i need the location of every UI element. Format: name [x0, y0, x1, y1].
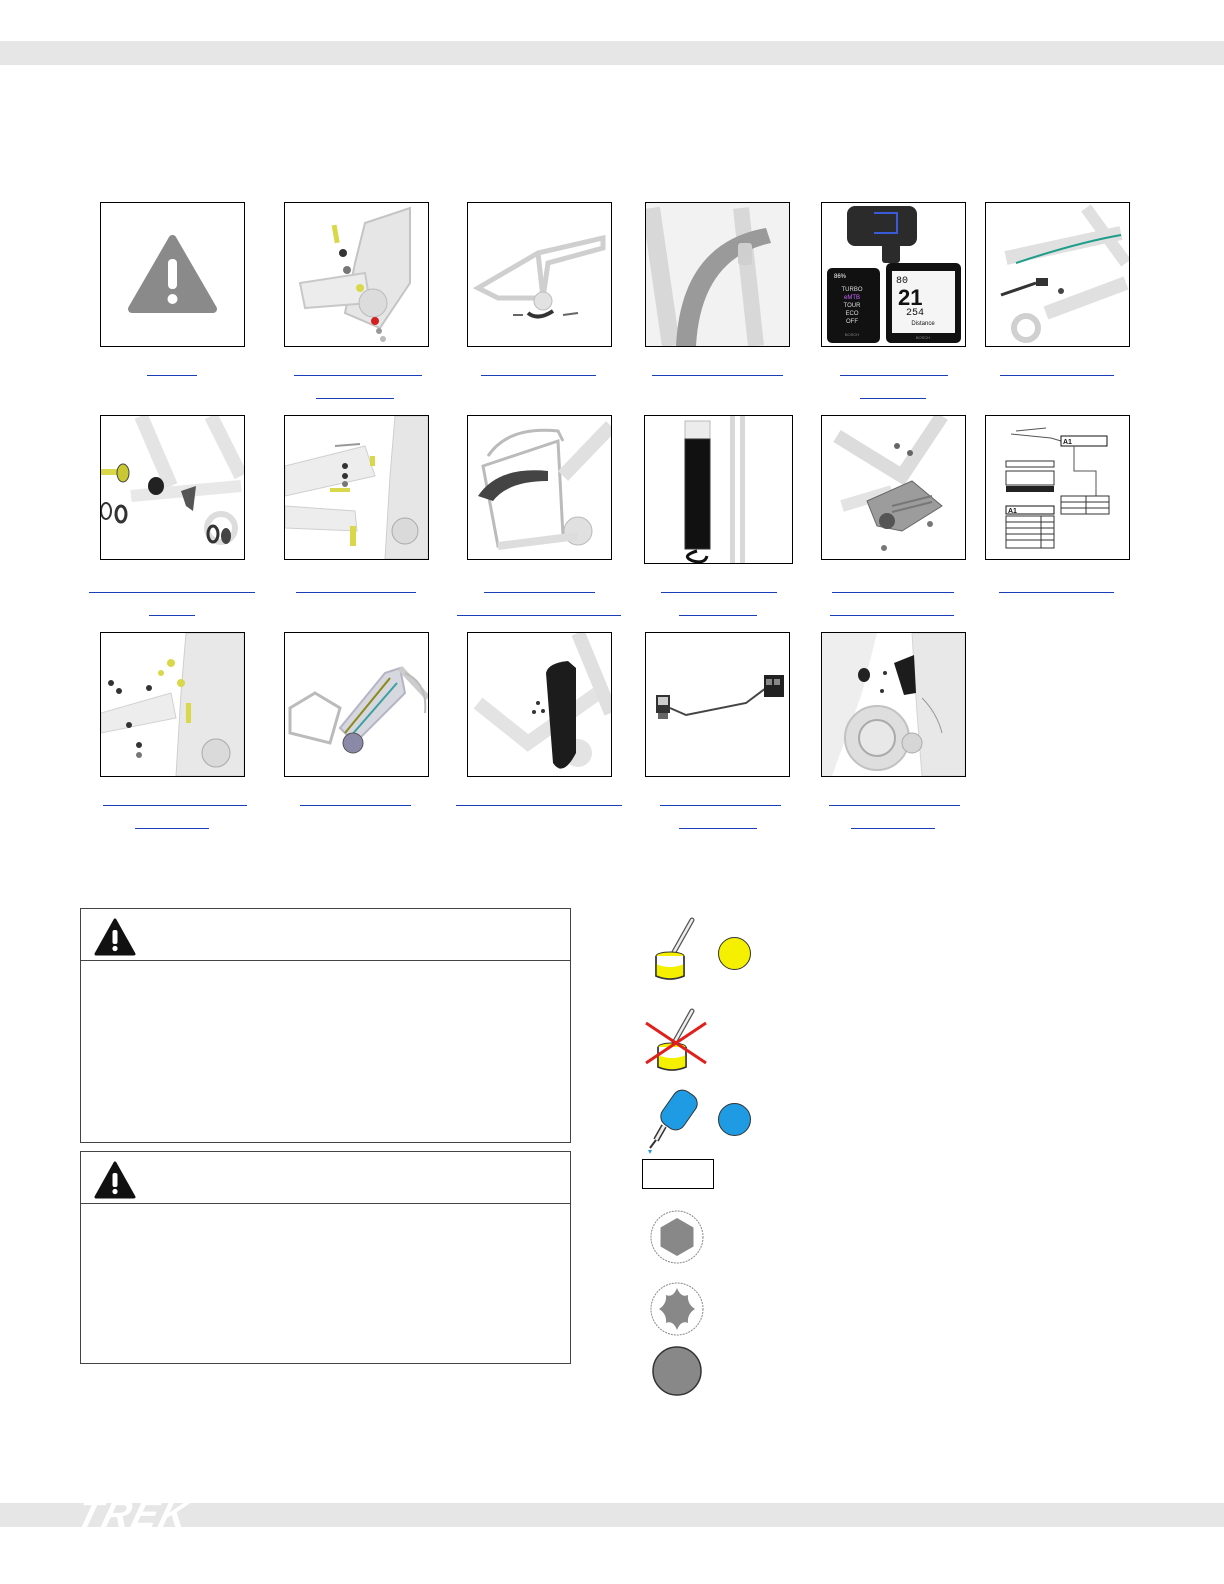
warning-box-2 [80, 1151, 571, 1364]
thumb-link[interactable] [484, 592, 595, 593]
rack-thumb[interactable] [467, 415, 612, 560]
shock-mount-icon [101, 633, 244, 776]
thumb-link[interactable] [135, 828, 209, 829]
warning-box-header [81, 1152, 570, 1204]
link-icon [285, 416, 428, 559]
thumb-link[interactable] [1000, 375, 1114, 376]
thumb-link[interactable] [481, 375, 596, 376]
display-thumb[interactable] [821, 202, 966, 347]
pivot-hardware-thumb[interactable] [284, 202, 429, 347]
warning-triangle-icon [93, 917, 137, 957]
warning-box-header [81, 909, 570, 961]
thumb-link[interactable] [999, 592, 1114, 593]
mode-emtb: eMTB [843, 295, 861, 301]
sheet-tag-bottom: A1 [1008, 508, 1017, 515]
fender-thumb[interactable] [645, 202, 790, 347]
grease-icon [650, 914, 700, 984]
thumb-link[interactable] [660, 805, 781, 806]
axle-icon [101, 416, 244, 559]
frame-cable-thumb[interactable] [467, 202, 612, 347]
round-head-icon [650, 1344, 704, 1398]
warning-triangle-icon [101, 203, 244, 346]
mode-tour: TOUR [843, 303, 861, 309]
motor-mount-icon [822, 633, 965, 776]
trek-logo: TREK [72, 1494, 196, 1536]
thumb-link[interactable] [679, 828, 757, 829]
chainstay-icon [986, 203, 1129, 346]
full-frame-thumb[interactable] [284, 632, 429, 777]
torx-key-icon [650, 1282, 704, 1336]
thumb-link[interactable] [296, 592, 416, 593]
full-frame-icon [285, 633, 428, 776]
torque-value-box [642, 1159, 714, 1189]
thumb-link[interactable] [860, 398, 926, 399]
thumb-link[interactable] [149, 615, 195, 616]
grease-dot [718, 937, 751, 970]
value-top: 80 [896, 276, 909, 287]
motor-mount-thumb[interactable] [821, 632, 966, 777]
rear-axle-thumb[interactable] [100, 415, 245, 560]
distance-label: Distance [911, 321, 935, 327]
thumb-link[interactable] [830, 615, 954, 616]
chainstay-thumb[interactable] [985, 202, 1130, 347]
motor-cover-thumb[interactable] [821, 415, 966, 560]
mode-turbo: TURBO [841, 287, 863, 293]
mode-eco: ECO [845, 311, 859, 317]
battery-icon [645, 416, 792, 563]
thumb-link[interactable] [457, 615, 621, 616]
thumb-link[interactable] [316, 398, 394, 399]
warning-thumb[interactable] [100, 202, 245, 347]
thumb-link[interactable] [89, 592, 255, 593]
warning-box-1 [80, 908, 571, 1143]
spec-sheet-icon [986, 416, 1129, 559]
thumb-link[interactable] [103, 805, 247, 806]
warning-triangle-icon [93, 1160, 137, 1200]
wiring-icon [646, 633, 789, 776]
thumb-link[interactable] [661, 592, 777, 593]
thumb-link[interactable] [294, 375, 422, 376]
thumb-link[interactable] [851, 828, 935, 829]
guard-thumb[interactable] [467, 632, 612, 777]
mode-off: OFF [846, 319, 858, 325]
thumb-link[interactable] [652, 375, 783, 376]
battery-thumb[interactable] [644, 415, 793, 564]
display-icon [822, 203, 965, 346]
spec-sheet-thumb[interactable] [985, 415, 1130, 560]
frame-icon [468, 203, 611, 346]
header-bar [0, 41, 1224, 65]
hex-key-icon [650, 1210, 704, 1264]
battery-readout: 86% [834, 274, 847, 280]
sheet-tag-top: A1 [1063, 439, 1072, 446]
fender-icon [646, 203, 789, 346]
thumb-link[interactable] [840, 375, 948, 376]
thumb-link[interactable] [456, 805, 622, 806]
brand-small-left: BOSCH [844, 332, 860, 337]
link-hardware-thumb[interactable] [284, 415, 429, 560]
value-mid: 254 [906, 308, 925, 319]
thumb-link[interactable] [147, 375, 197, 376]
exploded-pivot-icon [285, 203, 428, 346]
threadlock-dot [718, 1103, 751, 1136]
thumb-link[interactable] [832, 592, 954, 593]
guard-icon [468, 633, 611, 776]
wiring-thumb[interactable] [645, 632, 790, 777]
shock-mount-thumb[interactable] [100, 632, 245, 777]
thumb-link[interactable] [679, 615, 757, 616]
speed-readout: 21 [898, 285, 923, 310]
threadlock-icon [644, 1088, 704, 1156]
thumb-link[interactable] [300, 805, 411, 806]
no-grease-icon [642, 1005, 712, 1075]
thumb-link[interactable] [829, 805, 960, 806]
motor-icon [822, 416, 965, 559]
rack-icon [468, 416, 611, 559]
brand-small-right: BOSCH [915, 335, 931, 340]
